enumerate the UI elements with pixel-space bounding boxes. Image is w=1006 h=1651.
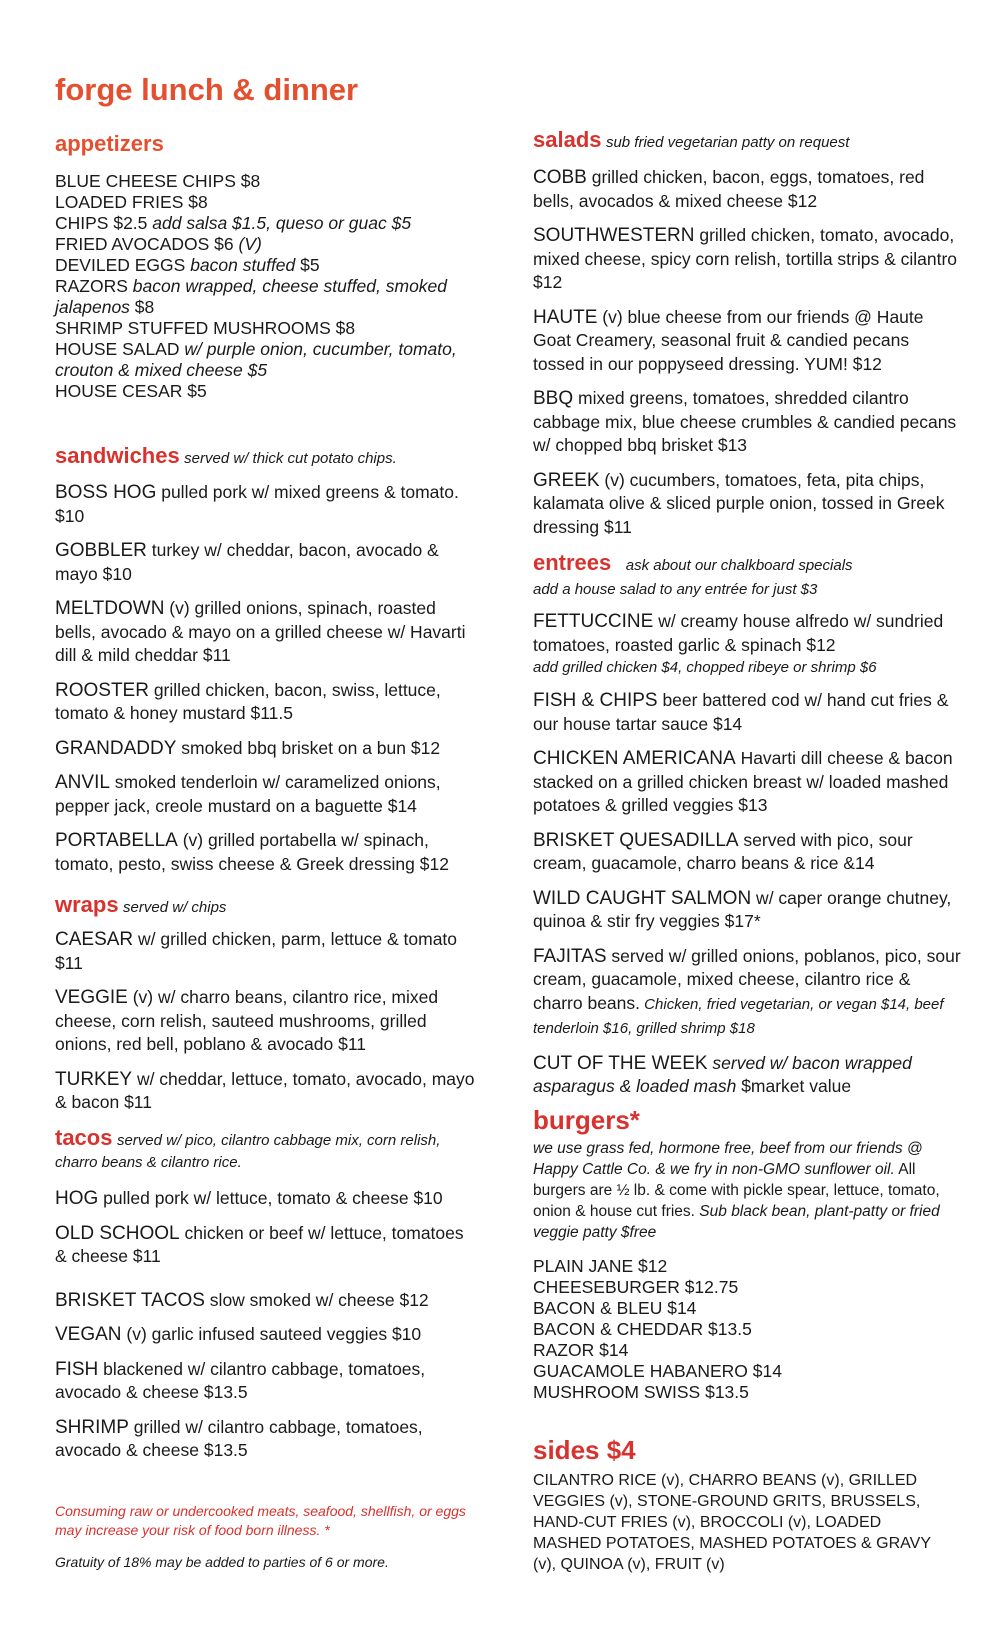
item-desc: (v) grilled portabella w/ spinach, tomato, pesto, swiss cheese & Greek dressing $12 <box>55 830 449 874</box>
entrees-note-house-salad: add a house salad to any entrée for just $3 <box>533 581 818 598</box>
item-desc: w/ purple onion, cucumber, tomato, crouton & mixed cheese $5 <box>55 339 457 380</box>
item-name: BLUE CHEESE CHIPS $8 <box>55 171 261 191</box>
sides-heading: sides $4 <box>533 1435 636 1465</box>
entrees-list <box>533 610 963 1110</box>
salads-item <box>533 387 963 458</box>
item-desc: chicken or beef w/ lettuce, tomatoes & cheese $11 <box>55 1222 464 1266</box>
item-desc: w/ grilled chicken, parm, lettuce & tomato $11 <box>55 929 458 973</box>
item-name: DEVILED EGGS <box>55 255 186 275</box>
item-name: VEGGIE <box>55 987 128 1008</box>
item-desc: turkey w/ cheddar, bacon, avocado & mayo $10 <box>55 540 439 584</box>
salads-header <box>533 127 849 153</box>
item-name: BRISKET TACOS <box>55 1289 205 1311</box>
burgers-list <box>533 1256 963 1403</box>
item-desc: bacon wrapped, cheese stuffed, smoked jalapenos <box>55 276 448 317</box>
salads-item <box>533 469 963 540</box>
entrees-item <box>533 887 963 934</box>
entrees-item <box>533 1052 963 1099</box>
item-name: FAJITAS <box>533 945 607 967</box>
burger-item: BACON & BLEU $14 <box>533 1298 697 1318</box>
appetizer-item <box>55 381 475 402</box>
item-name: CHICKEN AMERICANA <box>533 748 736 769</box>
sandwiches-item <box>55 737 475 761</box>
sandwiches-item <box>55 829 475 876</box>
appetizer-item <box>55 171 475 192</box>
menu-title: forge lunch & dinner <box>55 72 359 107</box>
burger-item: RAZOR $14 <box>533 1340 629 1360</box>
item-desc: slow smoked w/ cheese $12 <box>204 1289 429 1310</box>
item-desc: smoked tenderloin w/ caramelized onions, pepper jack, creole mustard on a baguette $14 <box>55 772 441 816</box>
entrees-item <box>533 610 963 678</box>
appetizer-item <box>55 192 475 213</box>
item-desc: pulled pork w/ mixed greens & tomato. $10 <box>55 482 459 526</box>
item-desc: smoked bbq brisket on a bun $12 <box>176 737 441 758</box>
sandwiches-list <box>55 481 475 887</box>
wraps-item <box>55 1068 475 1115</box>
item-name: BOSS HOG <box>55 482 157 503</box>
item-name: SOUTHWESTERN <box>533 225 695 246</box>
appetizer-item <box>55 255 475 276</box>
item-name: CUT OF THE WEEK <box>533 1052 708 1074</box>
item-name: HOUSE CESAR $5 <box>55 381 207 401</box>
burger-item: MUSHROOM SWISS $13.5 <box>533 1382 749 1402</box>
item-desc: add salsa $1.5, queso or guac $5 <box>147 213 412 233</box>
item-desc: served with pico, sour cream, guacamole, charro beans & rice &14 <box>533 829 913 873</box>
item-options: Chicken, fried vegetarian, or vegan $14, beef tenderloin $16, grilled shrimp $18 <box>533 995 944 1037</box>
tacos-note: served w/ pico, cilantro cabbage mix, corn relish, charro beans & cilantro rice. <box>55 1132 441 1171</box>
item-name: PORTABELLA <box>55 830 178 851</box>
tacos-item <box>55 1222 475 1269</box>
appetizers-heading: appetizers <box>55 131 164 156</box>
wraps-note: served w/ chips <box>123 899 227 916</box>
burger-item: CHEESEBURGER $12.75 <box>533 1277 739 1297</box>
wraps-item <box>55 928 475 975</box>
item-desc: $market value <box>736 1076 852 1096</box>
wraps-item <box>55 986 475 1057</box>
entrees-item <box>533 829 963 876</box>
item-italic: served w/ bacon wrapped asparagus & loaded mash <box>533 1052 912 1096</box>
appetizers-list <box>55 171 475 402</box>
appetizer-item <box>55 276 475 318</box>
sandwiches-note: served w/ thick cut potato chips. <box>184 450 397 467</box>
item-name: GRANDADDY <box>55 737 177 759</box>
item-price: $5 <box>295 255 320 275</box>
sandwiches-item <box>55 539 475 586</box>
item-name: FISH & CHIPS <box>533 690 658 711</box>
food-safety-warning: Consuming raw or undercooked meats, seafood, shellfish, or eggs may increase your risk of food born illness. * <box>55 1503 466 1538</box>
item-desc: beer battered cod w/ hand cut fries & our house tartar sauce $14 <box>533 690 949 734</box>
salads-heading: salads <box>533 127 602 152</box>
item-desc: grilled chicken, tomato, avocado, mixed cheese, spicy corn relish, tortilla strips & cilantro $12 <box>533 225 958 292</box>
item-desc: grilled chicken, bacon, eggs, tomatoes, red bells, avocados & mixed cheese $12 <box>533 167 925 211</box>
burgers-header <box>533 1105 640 1136</box>
item-name: GREEK <box>533 469 600 491</box>
entrees-item <box>533 689 963 736</box>
sandwiches-heading: sandwiches <box>55 443 180 468</box>
item-name: ANVIL <box>55 772 110 793</box>
salads-note: sub fried vegetarian patty on request <box>605 134 850 151</box>
gratuity-note: Gratuity of 18% may be added to parties of 6 or more. <box>55 1554 389 1570</box>
item-name: SHRIMP STUFFED MUSHROOMS $8 <box>55 318 356 338</box>
item-desc: mixed greens, tomatoes, shredded cilantro cabbage mix, blue cheese crumbles & candied pecans w/ chopped bbq brisket $13 <box>533 388 957 455</box>
wraps-heading: wraps <box>55 892 119 917</box>
sandwiches-item <box>55 771 475 818</box>
entrees-header <box>533 551 853 602</box>
item-name: BRISKET QUESADILLA <box>533 829 739 851</box>
wraps-list <box>55 928 475 1126</box>
item-name: FETTUCCINE <box>533 611 654 632</box>
item-name: CAESAR <box>55 929 134 950</box>
appetizer-item <box>55 234 475 255</box>
appetizer-item <box>55 318 475 339</box>
burgers-note-plain: All burgers are ½ lb. & come with pickle spear, lettuce, tomato, onion & house cut fries. <box>533 1161 940 1220</box>
burgers-note-italic: we use grass fed, hormone free, beef from our friends @ Happy Cattle Co. & we fry in non-GMO sunflower oil. <box>533 1140 923 1178</box>
salads-item <box>533 306 963 377</box>
item-name: BBQ <box>533 388 574 409</box>
item-name: MELTDOWN <box>55 598 165 619</box>
salads-item <box>533 224 963 295</box>
item-desc: blackened w/ cilantro cabbage, tomatoes, avocado & cheese $13.5 <box>55 1358 426 1402</box>
item-name: TURKEY <box>55 1068 133 1090</box>
sandwiches-header <box>55 443 397 469</box>
item-name: WILD CAUGHT SALMON <box>533 887 752 909</box>
burger-item: PLAIN JANE $12 <box>533 1256 668 1276</box>
tacos-list <box>55 1187 475 1474</box>
sides-header <box>533 1435 636 1466</box>
item-desc: (v) garlic infused sauteed veggies $10 <box>121 1324 422 1344</box>
item-name: HAUTE <box>533 306 598 328</box>
item-name: CHIPS $2.5 <box>55 213 148 233</box>
tacos-item <box>55 1289 475 1313</box>
item-name: FRIED AVOCADOS $6 <box>55 234 234 254</box>
item-desc: (v) blue cheese from our friends @ Haute Goat Creamery, seasonal fruit & candied pecans tossed in our poppyseed dressing. YUM! $12 <box>533 306 924 374</box>
item-desc: (v) cucumbers, tomatoes, feta, pita chips, kalamata olive & sliced purple onion, tossed in Greek dressing $11 <box>533 469 945 537</box>
item-desc: pulled pork w/ lettuce, tomato & cheese $10 <box>98 1188 443 1208</box>
salads-item <box>533 166 963 213</box>
item-desc: (V) <box>233 234 262 254</box>
item-name: RAZORS <box>55 276 128 296</box>
appetizer-item <box>55 213 475 234</box>
salads-list <box>533 166 963 550</box>
sandwiches-item <box>55 481 475 528</box>
item-name: VEGAN <box>55 1324 122 1345</box>
item-name: HOG <box>55 1188 99 1209</box>
burgers-note-sub: Sub black bean, plant-patty or fried veggie patty $free <box>533 1203 940 1241</box>
item-desc: w/ creamy house alfredo w/ sundried tomatoes, roasted garlic & spinach $12 <box>533 611 944 655</box>
sides-list: CILANTRO RICE (v), CHARRO BEANS (v), GRILLED VEGGIES (v), STONE-GROUND GRITS, BRUSSELS, HAND-CUT FRIES (v), BROCCOLI (v), LOADED MASHED POTATOES, MASHED POTATOES & GRAVY (v), QUINOA (v), FRUIT (v) <box>533 1472 931 1573</box>
burgers-note <box>533 1138 963 1243</box>
wraps-header <box>55 892 226 918</box>
item-addon: add grilled chicken $4, chopped ribeye or shrimp $6 <box>533 659 877 676</box>
item-name: ROOSTER <box>55 679 149 701</box>
item-name: GOBBLER <box>55 540 147 561</box>
item-name: SHRIMP <box>55 1416 129 1438</box>
entrees-heading: entrees <box>533 550 612 575</box>
item-desc: (v) grilled onions, spinach, roasted bells, avocado & mayo on a grilled cheese w/ Havarti dill & mild cheddar $11 <box>55 598 466 665</box>
item-name: OLD SCHOOL <box>55 1222 180 1244</box>
item-name: COBB <box>533 167 587 188</box>
entrees-item <box>533 945 963 1041</box>
item-name: HOUSE SALAD <box>55 339 180 359</box>
entrees-note: ask about our chalkboard specials <box>625 557 853 574</box>
tacos-item <box>55 1323 475 1347</box>
item-desc: grilled w/ cilantro cabbage, tomatoes, avocado & cheese $13.5 <box>55 1416 423 1460</box>
item-desc: w/ cheddar, lettuce, tomato, avocado, mayo & bacon $11 <box>55 1068 475 1112</box>
tacos-header <box>55 1127 455 1174</box>
item-desc: Havarti dill cheese & bacon stacked on a grilled chicken breast w/ loaded mashed potatoes & grilled veggies $13 <box>533 748 953 815</box>
tacos-item <box>55 1187 475 1211</box>
item-desc: served w/ grilled onions, poblanos, pico, sour cream, guacamole, mixed cheese, cilantro rice & charro beans. <box>533 945 961 1013</box>
tacos-heading: tacos <box>55 1125 113 1150</box>
appetizers-header <box>55 131 164 157</box>
item-desc: w/ caper orange chutney, quinoa & stir fry veggies $17* <box>533 887 952 931</box>
item-name: FISH <box>55 1358 99 1380</box>
burger-item: BACON & CHEDDAR $13.5 <box>533 1319 752 1339</box>
entrees-item <box>533 747 963 818</box>
sandwiches-item <box>55 597 475 668</box>
item-desc: bacon stuffed <box>185 255 296 275</box>
item-desc: (v) w/ charro beans, cilantro rice, mixed cheese, corn relish, sauteed mushrooms, grilled onions, red bell, poblano & avocado $11 <box>55 987 439 1054</box>
item-name: LOADED FRIES $8 <box>55 192 208 212</box>
sandwiches-item <box>55 679 475 726</box>
burgers-heading: burgers* <box>533 1105 640 1135</box>
tacos-item <box>55 1416 475 1463</box>
item-price: $8 <box>129 297 155 317</box>
appetizer-item <box>55 339 475 381</box>
item-desc: grilled chicken, bacon, swiss, lettuce, tomato & honey mustard $11.5 <box>55 679 441 723</box>
tacos-item <box>55 1358 475 1405</box>
burger-item: GUACAMOLE HABANERO $14 <box>533 1361 782 1381</box>
